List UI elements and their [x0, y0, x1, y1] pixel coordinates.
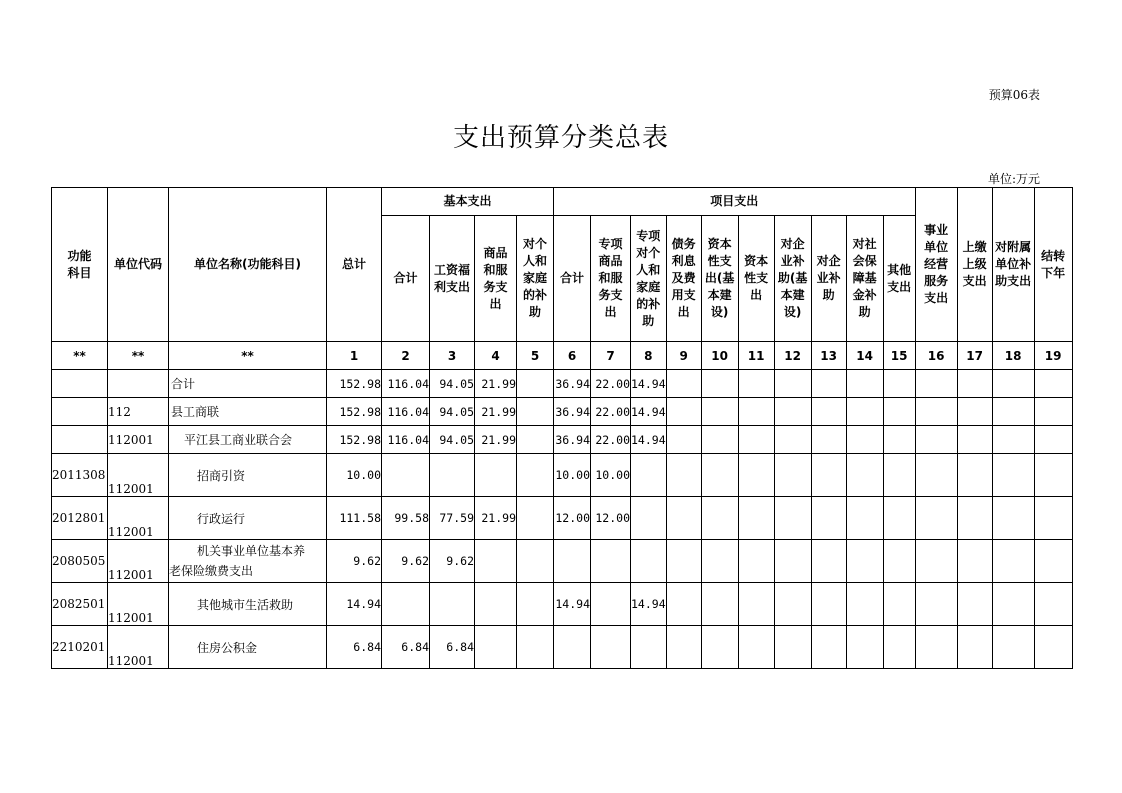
unit-name-cell: 住房公积金: [169, 626, 327, 669]
value-cell: [883, 583, 915, 626]
value-cell: [811, 497, 846, 540]
value-cell: 14.94: [631, 370, 667, 398]
col-proj-debt: 债务利息及费用支出: [666, 216, 701, 342]
col-inst-operating: 事业单位经营服务支出: [915, 188, 957, 342]
col-basic-goods: 商品和服务支出: [475, 216, 517, 342]
col-proj-personal: 专项对个人和家庭的补助: [631, 216, 667, 342]
value-cell: 94.05: [430, 398, 475, 426]
value-cell: 116.04: [382, 398, 430, 426]
value-cell: [666, 370, 701, 398]
value-cell: [992, 454, 1034, 497]
table-row: [52, 497, 1073, 540]
value-cell: 14.94: [631, 426, 667, 454]
unit-code-cell: 112001: [108, 583, 169, 626]
index-cell: 6: [554, 342, 591, 370]
index-cell: 15: [883, 342, 915, 370]
value-cell: [957, 398, 992, 426]
value-cell: 9.62: [327, 540, 382, 583]
value-cell: [738, 398, 774, 426]
index-row: [52, 342, 1073, 370]
index-cell: 14: [846, 342, 883, 370]
value-cell: [631, 540, 667, 583]
value-cell: 21.99: [475, 497, 517, 540]
unit-code-cell: 112001: [108, 497, 169, 540]
value-cell: 152.98: [327, 426, 382, 454]
value-cell: [883, 540, 915, 583]
value-cell: [738, 426, 774, 454]
col-basic-wage: 工资福利支出: [430, 216, 475, 342]
func-code-cell: [52, 426, 108, 454]
unit-name-cell: [169, 540, 327, 583]
value-cell: [957, 426, 992, 454]
value-cell: [591, 540, 631, 583]
table-row: [52, 583, 1073, 626]
unit-name-cell: 县工商联: [169, 398, 327, 426]
value-cell: [517, 398, 554, 426]
expenditure-budget-table: [51, 187, 1073, 669]
func-code-cell: 2080505: [52, 540, 108, 583]
value-cell: [774, 426, 811, 454]
index-cell: 8: [631, 342, 667, 370]
value-cell: 99.58: [382, 497, 430, 540]
col-basic-personal: 对个人和家庭的补助: [517, 216, 554, 342]
value-cell: [1034, 398, 1072, 426]
value-cell: 94.05: [430, 370, 475, 398]
col-proj-goods: 专项商品和服务支出: [591, 216, 631, 342]
value-cell: [846, 398, 883, 426]
col-unit-name: 单位名称(功能科目): [169, 188, 327, 342]
value-cell: 36.94: [554, 398, 591, 426]
value-cell: [1034, 626, 1072, 669]
unit-code-cell: 112001: [108, 454, 169, 497]
value-cell: 10.00: [591, 454, 631, 497]
value-cell: [957, 626, 992, 669]
unit-code-cell: 112001: [108, 540, 169, 583]
value-cell: [774, 370, 811, 398]
value-cell: [631, 454, 667, 497]
value-cell: 22.00: [591, 398, 631, 426]
value-cell: 21.99: [475, 398, 517, 426]
index-cell: 9: [666, 342, 701, 370]
table-row: [52, 626, 1073, 669]
func-code-cell: 2210201: [52, 626, 108, 669]
value-cell: [992, 583, 1034, 626]
value-cell: [883, 454, 915, 497]
value-cell: [666, 426, 701, 454]
value-cell: [846, 540, 883, 583]
index-cell: 17: [957, 342, 992, 370]
value-cell: [666, 497, 701, 540]
value-cell: [517, 497, 554, 540]
value-cell: 10.00: [327, 454, 382, 497]
value-cell: [517, 626, 554, 669]
value-cell: [811, 540, 846, 583]
unit-label: 单位:万元: [987, 172, 1040, 186]
col-func-subject: 功能科目: [52, 188, 108, 342]
value-cell: 111.58: [327, 497, 382, 540]
value-cell: 21.99: [475, 426, 517, 454]
func-code-cell: 2012801: [52, 497, 108, 540]
value-cell: [701, 497, 738, 540]
func-code-cell: 2082501: [52, 583, 108, 626]
value-cell: [701, 454, 738, 497]
value-cell: [883, 370, 915, 398]
value-cell: [811, 426, 846, 454]
col-subsidy-affil: 对附属单位补助支出: [992, 188, 1034, 342]
index-cell: 10: [701, 342, 738, 370]
value-cell: [430, 583, 475, 626]
value-cell: [701, 583, 738, 626]
index-cell: 5: [517, 342, 554, 370]
value-cell: [915, 454, 957, 497]
index-cell: 19: [1034, 342, 1072, 370]
value-cell: 77.59: [430, 497, 475, 540]
value-cell: [701, 426, 738, 454]
value-cell: [774, 497, 811, 540]
unit-name-cell: 行政运行: [169, 497, 327, 540]
col-unit-code: 单位代码: [108, 188, 169, 342]
value-cell: [774, 454, 811, 497]
unit-name-line-1: 机关事业单位基本养: [197, 544, 306, 558]
col-group-project: 项目支出: [554, 188, 916, 216]
unit-code-cell: [108, 370, 169, 398]
value-cell: [475, 626, 517, 669]
value-cell: 22.00: [591, 426, 631, 454]
value-cell: [774, 398, 811, 426]
index-cell: 2: [382, 342, 430, 370]
form-number: 预算06表: [988, 88, 1040, 102]
value-cell: 6.84: [382, 626, 430, 669]
value-cell: [1034, 370, 1072, 398]
func-code-cell: [52, 370, 108, 398]
index-cell: 13: [811, 342, 846, 370]
table-row: [52, 398, 1073, 426]
value-cell: [774, 540, 811, 583]
value-cell: [846, 370, 883, 398]
value-cell: [1034, 454, 1072, 497]
value-cell: [992, 426, 1034, 454]
value-cell: [738, 540, 774, 583]
value-cell: 36.94: [554, 426, 591, 454]
value-cell: 10.00: [554, 454, 591, 497]
col-proj-ent-build: 对企业补助(基本建设): [774, 216, 811, 342]
value-cell: [738, 583, 774, 626]
value-cell: [915, 398, 957, 426]
value-cell: [475, 583, 517, 626]
value-cell: [883, 426, 915, 454]
value-cell: [631, 497, 667, 540]
value-cell: [517, 454, 554, 497]
value-cell: [957, 370, 992, 398]
index-cell: 11: [738, 342, 774, 370]
value-cell: 14.94: [327, 583, 382, 626]
value-cell: [811, 398, 846, 426]
unit-code-cell: 112001: [108, 626, 169, 669]
col-pay-upper: 上缴上级支出: [957, 188, 992, 342]
value-cell: 116.04: [382, 426, 430, 454]
value-cell: [738, 370, 774, 398]
value-cell: [666, 398, 701, 426]
value-cell: [992, 626, 1034, 669]
index-cell: 7: [591, 342, 631, 370]
value-cell: 9.62: [430, 540, 475, 583]
col-proj-social: 对社会保障基金补助: [846, 216, 883, 342]
value-cell: 14.94: [631, 583, 667, 626]
value-cell: [811, 454, 846, 497]
value-cell: 12.00: [554, 497, 591, 540]
col-proj-capital-build: 资本性支出(基本建设): [701, 216, 738, 342]
value-cell: [957, 454, 992, 497]
col-proj-sum: 合计: [554, 216, 591, 342]
value-cell: 36.94: [554, 370, 591, 398]
value-cell: [430, 454, 475, 497]
col-total: 总计: [327, 188, 382, 342]
col-group-basic: 基本支出: [382, 188, 554, 216]
value-cell: [883, 398, 915, 426]
value-cell: 6.84: [430, 626, 475, 669]
value-cell: 22.00: [591, 370, 631, 398]
value-cell: [915, 626, 957, 669]
value-cell: [811, 370, 846, 398]
value-cell: [382, 583, 430, 626]
unit-name-cell: 招商引资: [169, 454, 327, 497]
index-cell: 16: [915, 342, 957, 370]
value-cell: [475, 540, 517, 583]
col-proj-other: 其他支出: [883, 216, 915, 342]
value-cell: 116.04: [382, 370, 430, 398]
table-row: [52, 454, 1073, 497]
index-cell: 1: [327, 342, 382, 370]
value-cell: [811, 626, 846, 669]
value-cell: 14.94: [554, 583, 591, 626]
value-cell: [992, 540, 1034, 583]
value-cell: [666, 454, 701, 497]
value-cell: [774, 626, 811, 669]
value-cell: [992, 398, 1034, 426]
value-cell: [957, 497, 992, 540]
value-cell: [883, 626, 915, 669]
value-cell: 12.00: [591, 497, 631, 540]
value-cell: 21.99: [475, 370, 517, 398]
value-cell: [591, 583, 631, 626]
value-cell: [475, 454, 517, 497]
value-cell: [701, 398, 738, 426]
value-cell: [846, 583, 883, 626]
col-basic-sum: 合计: [382, 216, 430, 342]
value-cell: [517, 583, 554, 626]
value-cell: [846, 497, 883, 540]
value-cell: [915, 370, 957, 398]
value-cell: [846, 426, 883, 454]
value-cell: [957, 583, 992, 626]
value-cell: 9.62: [382, 540, 430, 583]
value-cell: 6.84: [327, 626, 382, 669]
value-cell: [1034, 583, 1072, 626]
value-cell: [738, 454, 774, 497]
value-cell: 152.98: [327, 370, 382, 398]
index-cell: **: [108, 342, 169, 370]
table-row: [52, 540, 1073, 583]
value-cell: [666, 583, 701, 626]
value-cell: [554, 540, 591, 583]
unit-name-line-2: 老保险缴费支出: [169, 564, 254, 578]
unit-code-cell: 112: [108, 398, 169, 426]
value-cell: [701, 370, 738, 398]
value-cell: [738, 626, 774, 669]
unit-name-cell: 其他城市生活救助: [169, 583, 327, 626]
value-cell: [915, 497, 957, 540]
col-proj-capital: 资本性支出: [738, 216, 774, 342]
index-cell: **: [169, 342, 327, 370]
value-cell: [666, 540, 701, 583]
value-cell: [554, 626, 591, 669]
value-cell: [846, 454, 883, 497]
value-cell: 14.94: [631, 398, 667, 426]
value-cell: [957, 540, 992, 583]
value-cell: [701, 626, 738, 669]
col-carry-over: 结转下年: [1034, 188, 1072, 342]
value-cell: [517, 540, 554, 583]
value-cell: [774, 583, 811, 626]
value-cell: [915, 426, 957, 454]
func-code-cell: [52, 398, 108, 426]
value-cell: [1034, 540, 1072, 583]
value-cell: [517, 426, 554, 454]
unit-name-cell: 平江县工商业联合会: [169, 426, 327, 454]
header-row-1: [52, 188, 1073, 216]
page-title: 支出预算分类总表: [452, 123, 669, 153]
unit-code-cell: 112001: [108, 426, 169, 454]
col-proj-ent: 对企业补助: [811, 216, 846, 342]
value-cell: [666, 626, 701, 669]
index-cell: 18: [992, 342, 1034, 370]
value-cell: [846, 626, 883, 669]
value-cell: [915, 540, 957, 583]
index-cell: 12: [774, 342, 811, 370]
value-cell: [992, 370, 1034, 398]
value-cell: [811, 583, 846, 626]
value-cell: [992, 497, 1034, 540]
value-cell: [883, 497, 915, 540]
value-cell: 152.98: [327, 398, 382, 426]
value-cell: [631, 626, 667, 669]
value-cell: [1034, 426, 1072, 454]
index-cell: 3: [430, 342, 475, 370]
value-cell: [701, 540, 738, 583]
table-row: [52, 370, 1073, 398]
table-row: [52, 426, 1073, 454]
func-code-cell: 2011308: [52, 454, 108, 497]
value-cell: [517, 370, 554, 398]
value-cell: [738, 497, 774, 540]
value-cell: [382, 454, 430, 497]
value-cell: 94.05: [430, 426, 475, 454]
value-cell: [915, 583, 957, 626]
index-cell: 4: [475, 342, 517, 370]
unit-name-cell: 合计: [169, 370, 327, 398]
value-cell: [1034, 497, 1072, 540]
value-cell: [591, 626, 631, 669]
index-cell: **: [52, 342, 108, 370]
